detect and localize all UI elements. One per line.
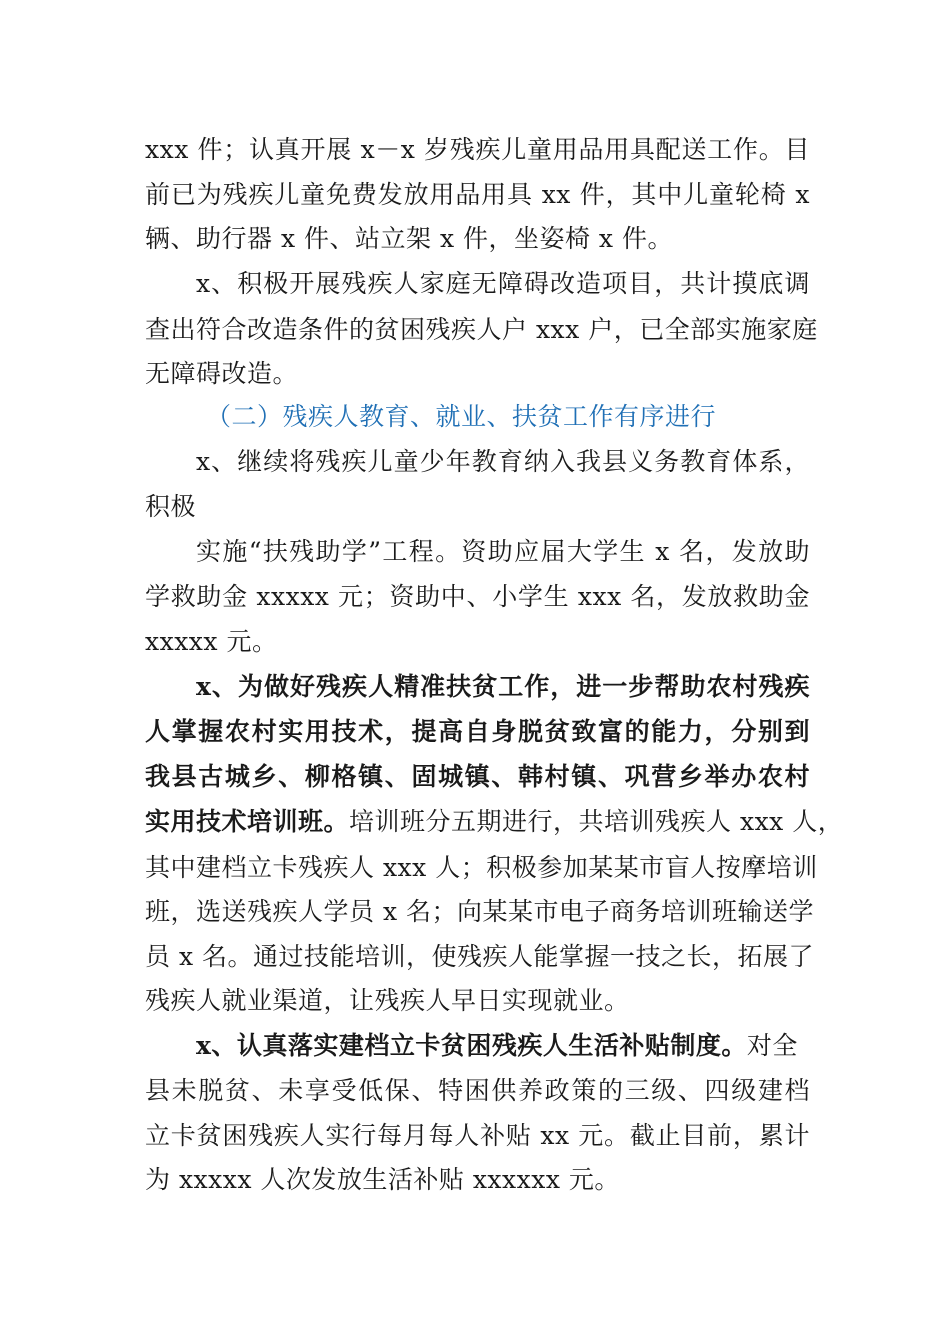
section-heading: （二）残疾人教育、就业、扶贫工作有序进行: [206, 402, 717, 431]
line-continuation: 培训班分五期进行，共培训残疾人 xxx 人，: [349, 807, 844, 836]
paragraph-line: 积极: [145, 492, 197, 521]
line-continuation: 对全: [746, 1031, 798, 1060]
paragraph-line: 残疾人就业渠道，让残疾人早日实现就业。: [145, 986, 630, 1015]
paragraph-line: 其中建档立卡残疾人 xxx 人；积极参加某某市盲人按摩培训: [145, 853, 818, 882]
paragraph-line: 辆、助行器 x 件、站立架 x 件，坐姿椅 x 件。: [145, 224, 673, 253]
paragraph-line: 无障碍改造。: [145, 359, 299, 388]
mixed-paragraph-line: [145, 799, 844, 845]
paragraph-line: x、积极开展残疾人家庭无障碍改造项目，共计摸底调: [196, 269, 810, 298]
paragraph-line: xxx 件；认真开展 x－x 岁残疾儿童用品用具配送工作。目: [145, 135, 810, 164]
bold-paragraph-line: x、为做好残疾人精准扶贫工作，进一步帮助农村残疾: [196, 672, 810, 701]
paragraph-line: 员 x 名。通过技能培训，使残疾人能掌握一技之长，拓展了: [145, 942, 814, 971]
mixed-paragraph-line: [196, 1023, 810, 1069]
paragraph-line: xxxxx 元。: [145, 627, 278, 656]
paragraph-line: 学救助金 xxxxx 元；资助中、小学生 xxx 名，发放救助金: [145, 582, 810, 611]
paragraph-line: 查出符合改造条件的贫困残疾人户 xxx 户，已全部实施家庭: [145, 315, 818, 344]
bold-lead: 实用技术培训班。: [145, 807, 350, 836]
paragraph-line: 县未脱贫、未享受低保、特困供养政策的三级、四级建档: [145, 1076, 810, 1105]
bold-paragraph-line: 我县古城乡、柳格镇、固城镇、韩村镇、巩营乡举办农村: [145, 762, 810, 791]
paragraph-line: x、继续将残疾儿童少年教育纳入我县义务教育体系，: [196, 447, 810, 476]
paragraph-line: 为 xxxxx 人次发放生活补贴 xxxxxx 元。: [145, 1165, 620, 1194]
paragraph-line: 前已为残疾儿童免费发放用品用具 xx 件，其中儿童轮椅 x: [145, 180, 810, 209]
bold-lead: x、认真落实建档立卡贫困残疾人生活补贴制度。: [196, 1031, 747, 1060]
paragraph-line: 班，选送残疾人学员 x 名；向某某市电子商务培训班输送学: [145, 897, 814, 926]
bold-paragraph-line: 人掌握农村实用技术，提高自身脱贫致富的能力，分别到: [145, 717, 810, 746]
paragraph-line: 立卡贫困残疾人实行每月每人补贴 xx 元。截止目前，累计: [145, 1121, 810, 1150]
paragraph-line: 实施“扶残助学”工程。资助应届大学生 x 名，发放助: [196, 537, 810, 566]
